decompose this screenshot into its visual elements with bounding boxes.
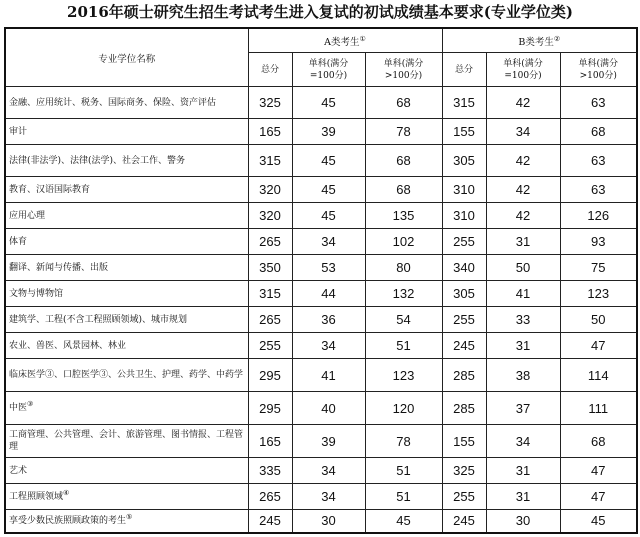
- group-b-single100-cell: 31: [486, 229, 560, 255]
- group-a-total-cell: 165: [248, 425, 292, 458]
- major-name-header-label: 专业学位名称: [98, 53, 156, 65]
- group-b-single100-cell: 33: [486, 307, 560, 333]
- group-b-single100plus-cell: 126: [560, 203, 637, 229]
- group-b-single100-cell: 41: [486, 281, 560, 307]
- group-b-single100-cell: 31: [486, 484, 560, 510]
- a-single100-header-line1: 单科(满分: [308, 58, 349, 69]
- a-total-header: 总分: [248, 53, 292, 87]
- group-b-single100-cell: 34: [486, 425, 560, 458]
- major-name-text: 中医: [9, 403, 28, 413]
- a-single100-header: [292, 53, 365, 87]
- group-a-single100plus-cell: 68: [365, 87, 442, 119]
- footnote-marker: ③: [27, 400, 34, 408]
- table-row: [5, 359, 637, 392]
- group-b-single100plus-cell: 123: [560, 281, 637, 307]
- major-name-cell: [5, 510, 248, 533]
- group-b-total-cell: 245: [442, 510, 486, 533]
- major-name-text: 审计: [9, 126, 28, 137]
- footnote-marker: ④: [63, 488, 70, 497]
- group-a-single100-cell: 45: [292, 145, 365, 177]
- group-a-total-cell: 245: [248, 510, 292, 533]
- group-b-single100-cell: 42: [486, 203, 560, 229]
- score-table: [4, 27, 638, 534]
- group-a-total-cell: 265: [248, 484, 292, 510]
- b-single100-header-line1: 单科(满分: [503, 58, 543, 69]
- major-name-text: 工程照顾领域: [9, 491, 64, 502]
- group-a-single100plus-cell: 132: [365, 281, 442, 307]
- table-row: [5, 255, 637, 281]
- table-body: [5, 87, 637, 533]
- b-single100plus-header: [560, 53, 637, 87]
- group-a-footnote-marker: ①: [359, 34, 366, 43]
- table-row: [5, 177, 637, 203]
- major-name-cell: [5, 177, 248, 203]
- group-a-single100plus-cell: 135: [365, 203, 442, 229]
- group-a-total-cell: 295: [248, 359, 292, 392]
- group-a-single100-cell: 45: [292, 87, 365, 119]
- a-single100plus-header-line1: 单科(满分: [383, 58, 424, 69]
- group-b-total-cell: 155: [442, 425, 486, 458]
- major-name-text: 农业、兽医、风景园林、林业: [9, 340, 127, 351]
- group-a-single100-cell: 39: [292, 425, 365, 458]
- group-b-total-cell: 310: [442, 177, 486, 203]
- major-name-cell: [5, 392, 248, 425]
- group-b-single100plus-cell: 47: [560, 333, 637, 359]
- group-b-single100-cell: 42: [486, 87, 560, 119]
- group-b-total-cell: 305: [442, 145, 486, 177]
- table-row: [5, 281, 637, 307]
- major-name-cell: [5, 203, 248, 229]
- major-name-cell: [5, 333, 248, 359]
- group-a-single100plus-cell: 80: [365, 255, 442, 281]
- table-row: [5, 333, 637, 359]
- a-single100plus-header: [365, 53, 442, 87]
- group-b-total-cell: 285: [442, 359, 486, 392]
- group-a-total-cell: 315: [248, 281, 292, 307]
- group-a-single100plus-cell: 120: [365, 392, 442, 425]
- major-name-cell: [5, 229, 248, 255]
- group-b-single100plus-cell: 63: [560, 177, 637, 203]
- major-name-text: 临床医学③、口腔医学③、公共卫生、护理、药学、中药学: [9, 370, 244, 380]
- major-name-text: 教育、汉语国际教育: [9, 184, 91, 195]
- group-a-total-cell: 265: [248, 229, 292, 255]
- a-single100plus-header-line2: >100分): [384, 70, 423, 81]
- group-b-single100-cell: 34: [486, 119, 560, 145]
- group-a-total-cell: 320: [248, 177, 292, 203]
- group-b-single100plus-cell: 47: [560, 484, 637, 510]
- group-a-single100-cell: 34: [292, 333, 365, 359]
- major-name-cell: [5, 484, 248, 510]
- group-b-single100plus-cell: 68: [560, 425, 637, 458]
- group-b-single100plus-cell: 50: [560, 307, 637, 333]
- group-a-single100-cell: 45: [292, 177, 365, 203]
- b-single100plus-header-line1: 单科(满分: [578, 58, 618, 69]
- group-b-total-cell: 340: [442, 255, 486, 281]
- group-a-single100plus-cell: 51: [365, 458, 442, 484]
- major-name-text: 金融、应用统计、税务、国际商务、保险、资产评估: [9, 97, 217, 108]
- major-name-text: 体育: [9, 236, 28, 247]
- group-a-single100plus-cell: 45: [365, 510, 442, 533]
- group-b-single100-cell: 42: [486, 145, 560, 177]
- major-name-text: 法律(非法学)、法律(法学)、社会工作、警务: [9, 155, 186, 166]
- group-b-single100plus-cell: 68: [560, 119, 637, 145]
- group-b-header: [442, 28, 637, 53]
- major-name-cell: [5, 87, 248, 119]
- table-row: [5, 87, 637, 119]
- group-a-single100-cell: 34: [292, 458, 365, 484]
- group-a-single100plus-cell: 54: [365, 307, 442, 333]
- table-row: [5, 203, 637, 229]
- major-name-cell: [5, 281, 248, 307]
- group-b-single100plus-cell: 111: [560, 392, 637, 425]
- group-b-single100-cell: 42: [486, 177, 560, 203]
- b-single100-header: [486, 53, 560, 87]
- group-a-single100-cell: 53: [292, 255, 365, 281]
- group-a-single100plus-cell: 123: [365, 359, 442, 392]
- group-a-single100-cell: 45: [292, 203, 365, 229]
- table-row: [5, 510, 637, 533]
- table-row: [5, 119, 637, 145]
- group-b-single100plus-cell: 114: [560, 359, 637, 392]
- major-name-cell: [5, 425, 248, 458]
- group-b-total-cell: 155: [442, 119, 486, 145]
- major-name-text: 享受少数民族照顾政策的考生: [9, 515, 127, 526]
- group-a-total-cell: 165: [248, 119, 292, 145]
- b-single100-header-line2: =100分): [504, 70, 542, 81]
- major-name-cell: [5, 145, 248, 177]
- major-name-text: 应用心理: [9, 210, 46, 221]
- group-a-total-cell: 255: [248, 333, 292, 359]
- group-a-single100-cell: 36: [292, 307, 365, 333]
- group-a-single100plus-cell: 102: [365, 229, 442, 255]
- group-b-total-cell: 255: [442, 484, 486, 510]
- header-row-groups: [5, 28, 637, 53]
- b-total-header: 总分: [442, 53, 486, 87]
- b-single100plus-header-line2: >100分): [579, 70, 617, 81]
- major-name-cell: [5, 307, 248, 333]
- group-a-single100-cell: 30: [292, 510, 365, 533]
- group-b-single100-cell: 50: [486, 255, 560, 281]
- major-name-text: 艺术: [9, 465, 28, 476]
- group-a-single100-cell: 40: [292, 392, 365, 425]
- group-b-single100-cell: 37: [486, 392, 560, 425]
- group-b-single100-cell: 30: [486, 510, 560, 533]
- table-row: [5, 425, 637, 458]
- group-b-footnote-marker: ②: [553, 34, 561, 43]
- group-b-single100plus-cell: 47: [560, 458, 637, 484]
- group-a-label: A类考生: [324, 36, 360, 48]
- group-a-single100-cell: 44: [292, 281, 365, 307]
- group-a-single100plus-cell: 78: [365, 119, 442, 145]
- group-b-total-cell: 325: [442, 458, 486, 484]
- major-name-text: 文物与博物馆: [9, 288, 64, 299]
- group-b-total-cell: 255: [442, 307, 486, 333]
- group-b-single100-cell: 31: [486, 333, 560, 359]
- group-b-total-cell: 305: [442, 281, 486, 307]
- major-name-cell: [5, 458, 248, 484]
- group-a-total-cell: 350: [248, 255, 292, 281]
- group-a-single100plus-cell: 78: [365, 425, 442, 458]
- group-b-total-cell: 255: [442, 229, 486, 255]
- group-a-single100-cell: 41: [292, 359, 365, 392]
- group-b-single100plus-cell: 63: [560, 87, 637, 119]
- group-a-single100-cell: 34: [292, 229, 365, 255]
- major-name-cell: [5, 359, 248, 392]
- major-name-cell: [5, 255, 248, 281]
- group-a-single100plus-cell: 51: [365, 333, 442, 359]
- table-row: [5, 307, 637, 333]
- table-row: [5, 484, 637, 510]
- group-b-single100-cell: 31: [486, 458, 560, 484]
- page-title: 2016年硕士研究生招生考试考生进入复试的初试成绩基本要求(专业学位类): [67, 3, 573, 21]
- group-b-single100plus-cell: 63: [560, 145, 637, 177]
- group-a-total-cell: 325: [248, 87, 292, 119]
- table-row: [5, 458, 637, 484]
- group-a-single100plus-cell: 51: [365, 484, 442, 510]
- group-b-label: B类考生: [518, 36, 554, 48]
- group-b-total-cell: 310: [442, 203, 486, 229]
- group-a-total-cell: 320: [248, 203, 292, 229]
- group-b-total-cell: 245: [442, 333, 486, 359]
- group-b-total-cell: 285: [442, 392, 486, 425]
- group-b-single100plus-cell: 45: [560, 510, 637, 533]
- group-b-single100-cell: 38: [486, 359, 560, 392]
- table-row: [5, 145, 637, 177]
- group-a-single100plus-cell: 68: [365, 145, 442, 177]
- major-name-cell: [5, 119, 248, 145]
- footnote-marker: ⑤: [126, 512, 133, 521]
- group-a-total-cell: 295: [248, 392, 292, 425]
- group-b-total-cell: 315: [442, 87, 486, 119]
- group-a-header: [248, 28, 442, 53]
- group-a-total-cell: 315: [248, 145, 292, 177]
- group-b-single100plus-cell: 93: [560, 229, 637, 255]
- table-row: [5, 392, 637, 425]
- major-name-text: 工商管理、公共管理、会计、旅游管理、图书情报、工程管理: [9, 430, 244, 452]
- a-single100-header-line2: =100分): [309, 70, 348, 81]
- group-b-single100plus-cell: 75: [560, 255, 637, 281]
- table-row: [5, 229, 637, 255]
- group-a-total-cell: 265: [248, 307, 292, 333]
- major-name-text: 翻译、新闻与传播、出版: [9, 262, 109, 273]
- group-a-single100plus-cell: 68: [365, 177, 442, 203]
- group-a-single100-cell: 39: [292, 119, 365, 145]
- group-a-single100-cell: 34: [292, 484, 365, 510]
- group-a-total-cell: 335: [248, 458, 292, 484]
- major-name-header: [5, 28, 248, 87]
- major-name-text: 建筑学、工程(不含工程照顾领域)、城市规划: [9, 314, 188, 325]
